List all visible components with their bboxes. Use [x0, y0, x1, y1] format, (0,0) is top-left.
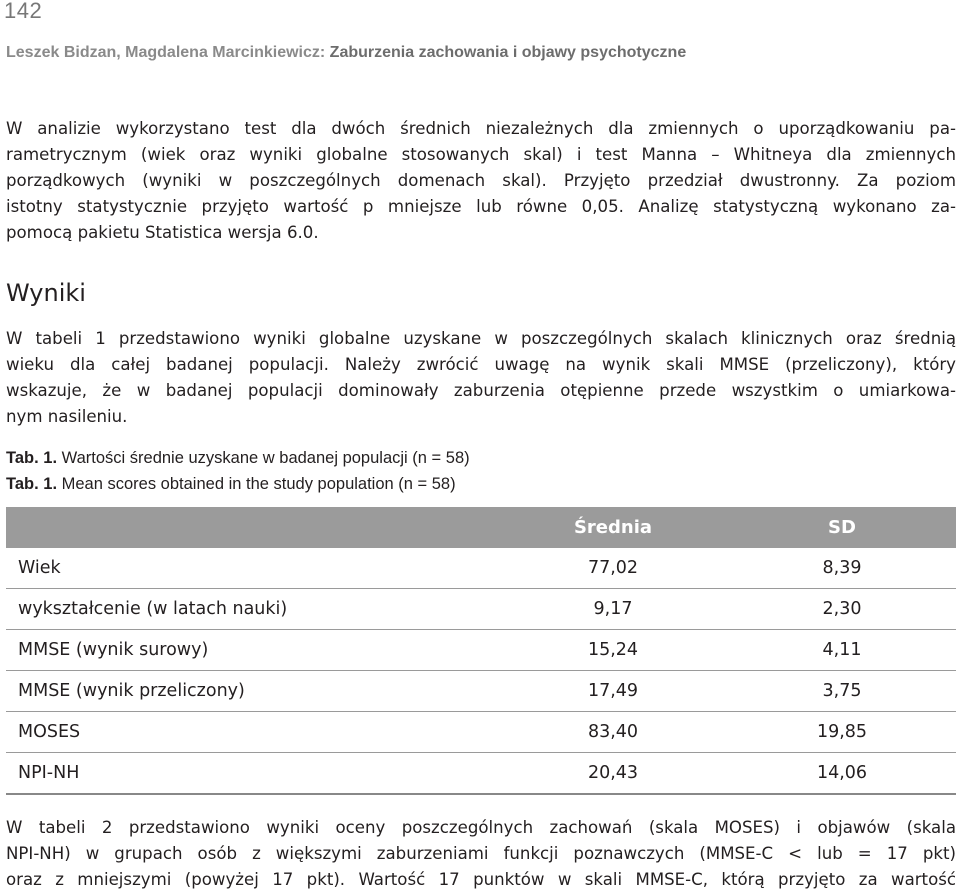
row-mean: 17,49	[498, 671, 728, 712]
caption-text: Wartości średnie uzyskane w badanej populacji (n = 58)	[61, 449, 470, 467]
table-row	[6, 712, 956, 753]
paragraph-line: istotny statystycznie przyjęto wartość p mniejsze lub równe 0,05. Analizę statystyczną wykonano za-	[6, 197, 956, 216]
methods-paragraph	[6, 116, 956, 246]
paragraph-line: pomocą pakietu Statistica wersja 6.0.	[6, 223, 319, 242]
header-authors: Leszek Bidzan, Magdalena Marcinkiewicz:	[6, 44, 326, 61]
page-number: 142	[4, 0, 43, 23]
paragraph-line: wieku dla całej badanej populacji. Należy zwrócić uwagę na wynik skali MMSE (przeliczony), który	[6, 355, 956, 374]
header-cell-sd: SD	[728, 507, 956, 548]
row-label: Wiek	[6, 548, 498, 589]
row-mean: 77,02	[498, 548, 728, 589]
row-sd: 2,30	[728, 589, 956, 630]
row-mean: 20,43	[498, 753, 728, 795]
table-row	[6, 753, 956, 795]
row-label: MOSES	[6, 712, 498, 753]
paragraph-line: rametrycznym (wiek oraz wyniki globalne stosowanych skal) i test Manna – Whitneya dla zmiennych	[6, 145, 956, 164]
paragraph-line: nym nasileniu.	[6, 407, 128, 426]
paragraph-line: W tabeli 1 przedstawiono wyniki globalne uzyskane w poszczególnych skalach klinicznych oraz średnią	[6, 329, 956, 348]
caption-label: Tab. 1.	[6, 449, 58, 467]
row-label: MMSE (wynik surowy)	[6, 630, 498, 671]
paragraph-line: W tabeli 2 przedstawiono wyniki oceny poszczególnych zachowań (skala MOSES) i objawów (skala	[6, 818, 956, 837]
caption-text: Mean scores obtained in the study population (n = 58)	[61, 475, 456, 493]
table-row	[6, 548, 956, 589]
running-header	[6, 44, 686, 62]
paragraph-line: porządkowych (wyniki w poszczególnych domenach skal). Przyjęto przedział dwustronny. Za poziom	[6, 171, 956, 190]
table-caption-en	[6, 475, 456, 494]
row-sd: 19,85	[728, 712, 956, 753]
caption-label: Tab. 1.	[6, 475, 58, 493]
paragraph-line: oraz z mniejszymi (powyżej 17 pkt). Wartość 17 punktów w skali MMSE-C, którą przyjęto za wartość	[6, 870, 956, 889]
row-sd: 3,75	[728, 671, 956, 712]
results-paragraph	[6, 326, 956, 430]
row-label: NPI-NH	[6, 753, 498, 795]
table-row	[6, 671, 956, 712]
table-row	[6, 630, 956, 671]
header-title: Zaburzenia zachowania i objawy psychotyczne	[329, 44, 687, 61]
results-table	[6, 507, 956, 795]
table-header-row	[6, 507, 956, 548]
row-sd: 8,39	[728, 548, 956, 589]
row-sd: 4,11	[728, 630, 956, 671]
header-cell-label	[6, 507, 498, 548]
closing-paragraph	[6, 815, 956, 893]
paragraph-line: NPI-NH) w grupach osób z większymi zaburzeniami funkcji poznawczych (MMSE-C < lub = 17 pkt)	[6, 844, 956, 863]
row-label: wykształcenie (w latach nauki)	[6, 589, 498, 630]
row-mean: 15,24	[498, 630, 728, 671]
row-mean: 9,17	[498, 589, 728, 630]
section-heading-results: Wyniki	[6, 279, 86, 307]
row-mean: 83,40	[498, 712, 728, 753]
paragraph-line: wskazuje, że w badanej populacji dominowały zaburzenia otępienne przede wszystkim o umiarkowa-	[6, 381, 956, 400]
row-sd: 14,06	[728, 753, 956, 795]
table-caption-pl	[6, 449, 470, 468]
paragraph-line: W analizie wykorzystano test dla dwóch średnich niezależnych dla zmiennych o uporządkowaniu pa-	[6, 119, 956, 138]
table-row	[6, 589, 956, 630]
header-cell-mean: Średnia	[498, 507, 728, 548]
row-label: MMSE (wynik przeliczony)	[6, 671, 498, 712]
